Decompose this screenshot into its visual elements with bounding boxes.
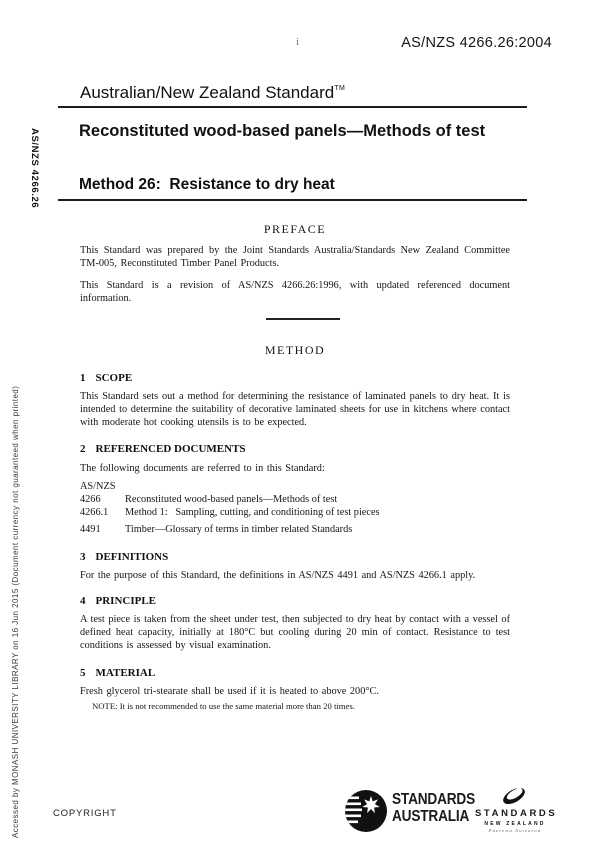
reference-description: Method 1: Sampling, cutting, and conditioning of test pieces xyxy=(125,507,380,518)
reference-row xyxy=(80,523,510,536)
reference-description: Reconstituted wood-based panels—Methods of test xyxy=(125,494,338,505)
section-number: 3 xyxy=(80,551,86,563)
section-divider xyxy=(266,318,340,320)
sa-wordmark-line2: AUSTRALIA xyxy=(392,808,470,825)
section-heading-principle xyxy=(80,595,510,607)
preface-paragraph: This Standard was prepared by the Joint Standards Australia/Standards New Zealand Committee TM-005, Reconstituted Timber Panel Products. xyxy=(80,245,510,269)
standard-type-line xyxy=(80,83,345,103)
header-doc-ref: AS/NZS 4266.26:2004 xyxy=(401,35,552,51)
main-content xyxy=(80,222,510,712)
trademark-mark: TM xyxy=(334,85,346,92)
document-title: Reconstituted wood-based panels—Methods of test xyxy=(79,122,486,140)
standards-australia-wordmark xyxy=(392,791,475,825)
section-number: 4 xyxy=(80,595,86,607)
standards-nz-tagline: Paerewa Aotearoa xyxy=(488,828,542,833)
section-heading-scope xyxy=(80,372,510,384)
reference-number: 4266.1 xyxy=(80,507,109,518)
preface-paragraph: This Standard is a revision of AS/NZS 4266.26:1996, with updated referenced document information. xyxy=(80,280,510,304)
section-title: SCOPE xyxy=(95,372,133,384)
section-number: 5 xyxy=(80,667,86,679)
method-heading: METHOD xyxy=(264,343,326,357)
sa-wordmark-line1: STANDARDS xyxy=(392,791,476,808)
section-number: 1 xyxy=(80,372,86,384)
definitions-body: For the purpose of this Standard, the definitions in AS/NZS 4491 and AS/NZS 4266.1 apply. xyxy=(80,570,476,581)
standards-nz-swoosh-icon xyxy=(497,784,531,807)
reference-number: 4266 xyxy=(80,494,101,505)
material-body: Fresh glycerol tri-stearate shall be used if it is heated to above 200°C. xyxy=(80,686,379,697)
section-heading-referenced-documents xyxy=(80,443,510,455)
standards-nz-subtitle: NEW ZEALAND xyxy=(484,821,546,827)
scope-body: This Standard sets out a method for determining the resistance of laminated panels to dry heat. It is intended to determine the suitability of decorative laminated sheets for use in kitchens where contact with moderate hot cooking utensils is to be expected. xyxy=(80,391,510,428)
section-title: MATERIAL xyxy=(95,667,156,679)
spine-doc-ref: AS/NZS 4266.26 xyxy=(29,128,40,209)
title-rule-top xyxy=(58,106,527,108)
copyright-label: COPYRIGHT xyxy=(53,808,117,819)
section-title: DEFINITIONS xyxy=(95,551,169,563)
page-number: i xyxy=(296,36,300,48)
title-rule-bottom xyxy=(58,199,527,201)
section-heading-material xyxy=(80,667,510,679)
section-title: PRINCIPLE xyxy=(95,595,157,607)
standards-australia-globe-star-icon xyxy=(344,789,388,833)
library-access-note: Accessed by MONASH UNIVERSITY LIBRARY on 16 Jun 2015 (Document currency not guaranteed when printed) xyxy=(11,385,20,838)
material-note: NOTE: It is not recommended to use the same material more than 20 times. xyxy=(92,701,355,711)
section-number: 2 xyxy=(80,443,86,455)
preface-heading: PREFACE xyxy=(263,222,327,236)
standard-type-text: Australian/New Zealand Standard xyxy=(80,83,335,102)
standards-nz-wordmark: STANDARDS xyxy=(475,808,558,819)
reference-description: Timber—Glossary of terms in timber related Standards xyxy=(125,524,353,535)
reference-group-label: AS/NZS xyxy=(80,481,116,492)
reference-row xyxy=(80,506,510,519)
standards-new-zealand-logo xyxy=(473,784,558,833)
section-heading-definitions xyxy=(80,551,510,563)
principle-body: A test piece is taken from the sheet under test, then subjected to dry heat by contact with a vessel of defined heat capacity, initially at 180°C but cooling during 20 min of contact. Resistance to test conditions is assessed by visual examination. xyxy=(80,614,510,651)
reference-row xyxy=(80,493,510,506)
standards-australia-logo xyxy=(344,789,474,835)
referenced-documents-intro: The following documents are referred to in this Standard: xyxy=(80,463,325,474)
reference-number: 4491 xyxy=(80,524,101,535)
method-title: Method 26: Resistance to dry heat xyxy=(79,176,335,193)
section-title: REFERENCED DOCUMENTS xyxy=(95,443,246,455)
